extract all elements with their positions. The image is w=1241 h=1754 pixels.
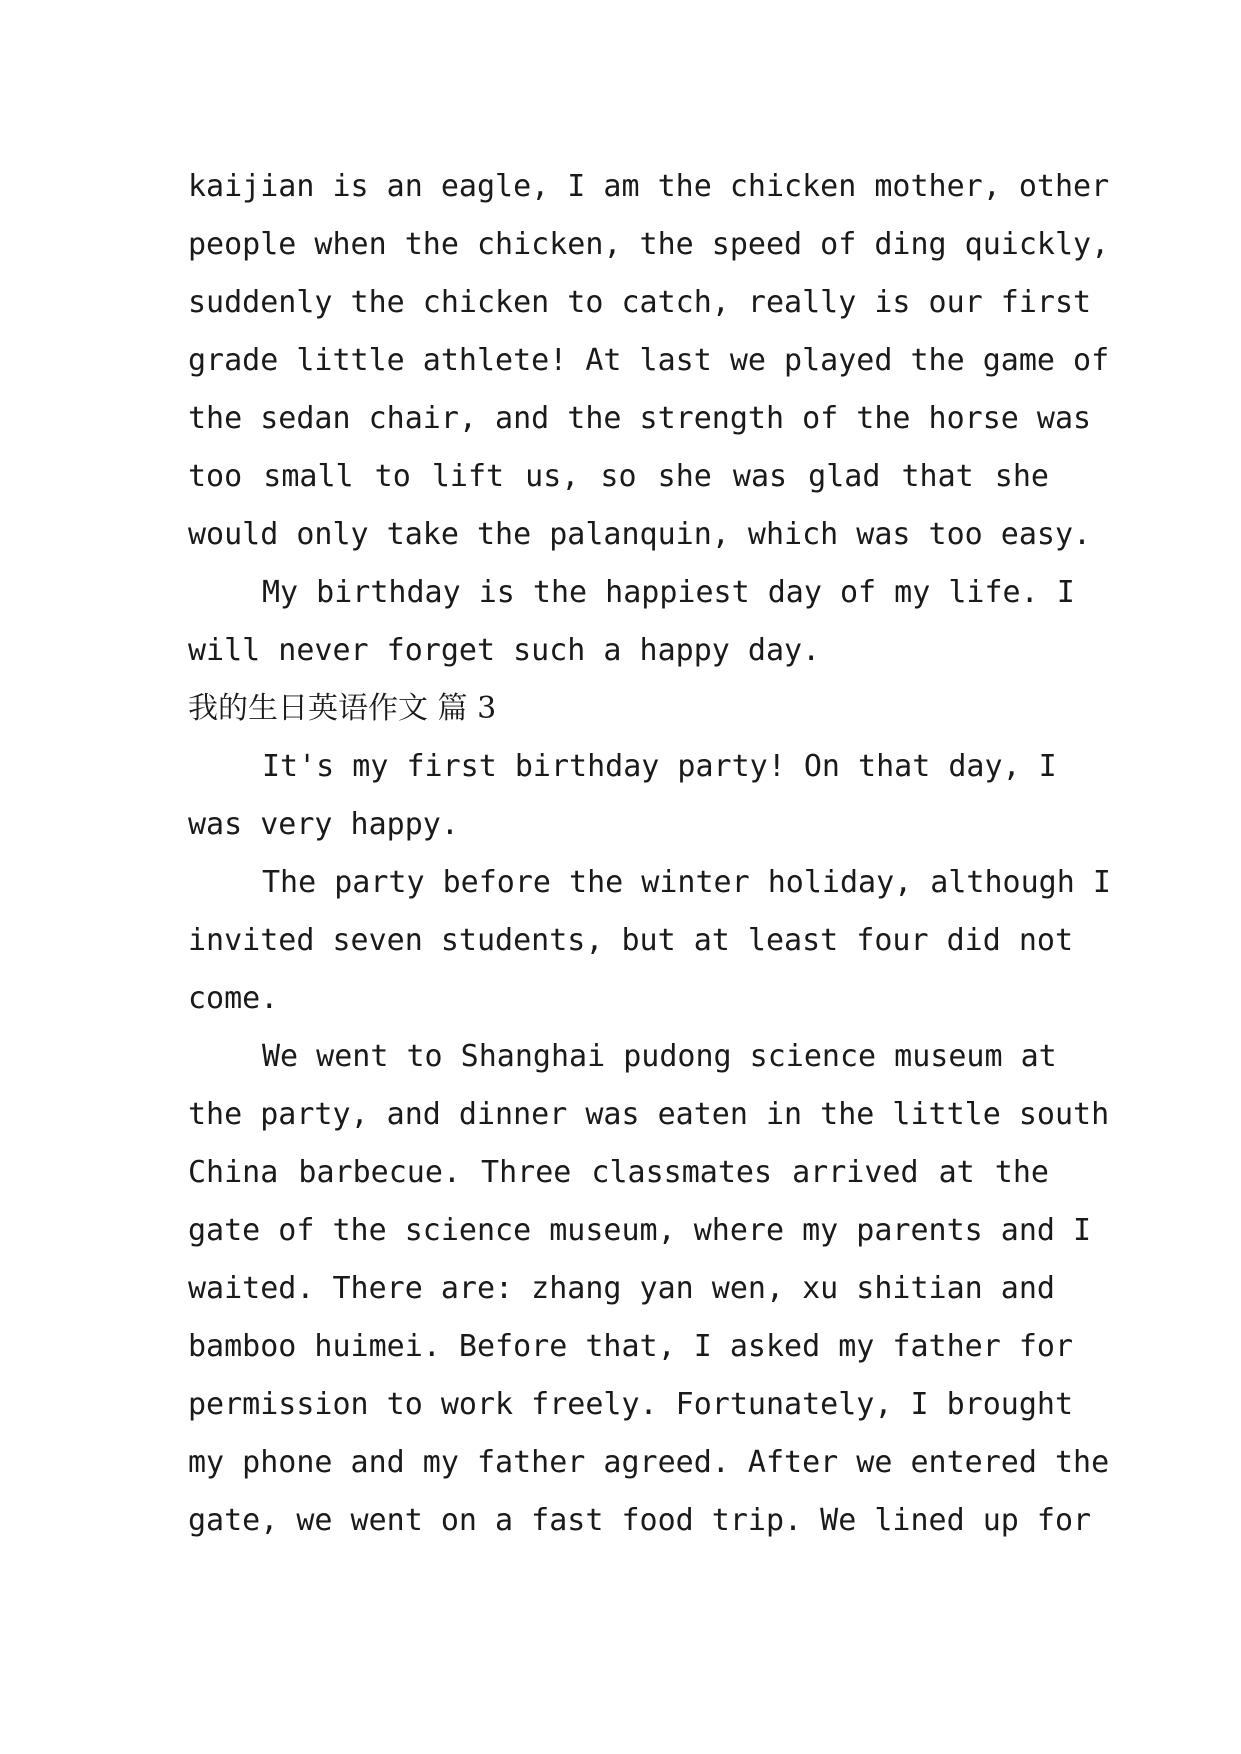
text-line: gate, we went on a fast food trip. We lined up for [188, 1503, 1092, 1538]
text-line: too small to lift us, so she was glad that she [188, 459, 1049, 494]
text-line: my phone and my father agreed. After we entered the [188, 1445, 1110, 1480]
text-line: China barbecue. Three classmates arrived at the [188, 1155, 1049, 1190]
text-line: My birthday is the happiest day of my life. I [262, 575, 1075, 610]
text-line: invited seven students, but at least four did not [188, 923, 1074, 958]
text-line: bamboo huimei. Before that, I asked my father for [188, 1329, 1074, 1364]
text-line: the party, and dinner was eaten in the little south [188, 1097, 1110, 1132]
text-line: will never forget such a happy day. [188, 633, 821, 668]
text-line: kaijian is an eagle, I am the chicken mother, other [188, 169, 1110, 204]
text-line: was very happy. [188, 807, 459, 842]
section-heading: 我的生日英语作文 篇 3 [188, 691, 497, 726]
text-line: permission to work freely. Fortunately, I brought [188, 1387, 1074, 1422]
text-line: gate of the science museum, where my parents and I [188, 1213, 1092, 1248]
text-line: would only take the palanquin, which was too easy. [188, 517, 1092, 552]
text-line: suddenly the chicken to catch, really is our first [188, 285, 1092, 320]
text-line: waited. There are: zhang yan wen, xu shitian and [188, 1271, 1055, 1306]
text-line: people when the chicken, the speed of ding quickly, [188, 227, 1110, 262]
text-line: It's my first birthday party! On that day, I [262, 749, 1057, 784]
text-line: come. [188, 981, 279, 1016]
text-line: the sedan chair, and the strength of the horse was [188, 401, 1092, 436]
text-line: The party before the winter holiday, although I [262, 865, 1111, 900]
text-line: We went to Shanghai pudong science museum at [262, 1039, 1057, 1074]
text-line: grade little athlete! At last we played the game of [188, 343, 1110, 378]
